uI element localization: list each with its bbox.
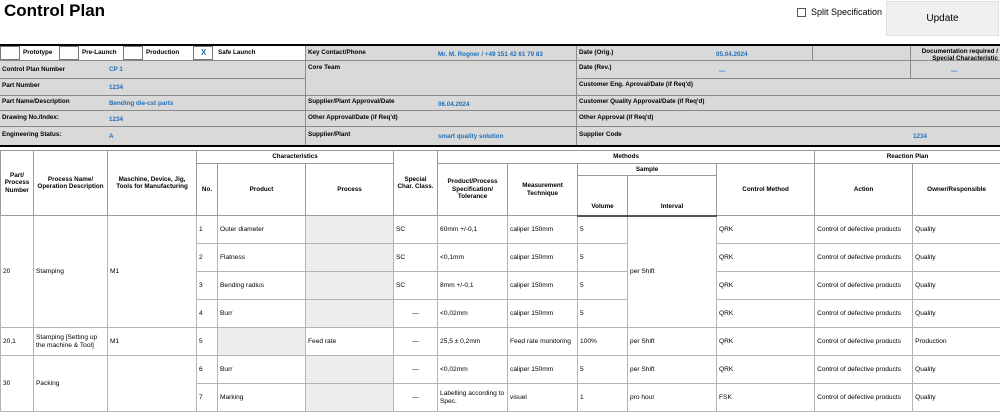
- cell-interval[interactable]: pro hour: [628, 384, 717, 412]
- col-special-char: Special Char. Class.: [394, 151, 438, 216]
- cell-spec-tolerance[interactable]: 8mm +/-0,1: [438, 272, 508, 300]
- cell-spec-tolerance[interactable]: 25,5 ± 0,2mm: [438, 328, 508, 356]
- control-plan-header: [0, 44, 1000, 147]
- cell-volume[interactable]: 5: [578, 216, 628, 244]
- header-row-line: [0, 60, 1000, 61]
- key-contact-label: Key Contact/Phone: [308, 49, 366, 56]
- col-no: No.: [197, 164, 218, 216]
- date-rev-label: Date (Rev.): [579, 64, 612, 71]
- col-product: Product: [218, 164, 306, 216]
- header-row-line: [576, 78, 1000, 79]
- customer-quality-approval-label: Customer Quality Approval/Date (if Req'd): [579, 98, 705, 105]
- cell-special-char[interactable]: SC: [394, 244, 438, 272]
- cell-product[interactable]: Marking: [218, 384, 306, 412]
- header-row-line: [0, 126, 1000, 127]
- header-row-line: [0, 78, 305, 79]
- group-characteristics: Characteristics: [197, 151, 394, 164]
- header-row-line: [305, 95, 1000, 96]
- cell-spec-tolerance[interactable]: <0,1mm: [438, 244, 508, 272]
- table-row[interactable]: [1, 216, 1000, 244]
- cell-owner[interactable]: Quality: [913, 272, 1000, 300]
- cell-process[interactable]: [306, 272, 394, 300]
- cell-owner[interactable]: Quality: [913, 216, 1000, 244]
- cell-spec-tolerance[interactable]: <0,02mm: [438, 356, 508, 384]
- control-plan-number-label: Control Plan Number: [2, 66, 65, 73]
- cell-process-name[interactable]: Stamping: [34, 216, 108, 328]
- phase-pre-launch-label: Pre-Launch: [82, 49, 117, 56]
- col-owner: Owner/Responsible: [913, 164, 1000, 216]
- cell-owner[interactable]: Quality: [913, 356, 1000, 384]
- date-rev-value: ---: [719, 68, 726, 75]
- table-row[interactable]: [1, 356, 1000, 384]
- cell-control-method[interactable]: QRK: [717, 356, 815, 384]
- cell-process[interactable]: [306, 300, 394, 328]
- cell-owner[interactable]: Quality: [913, 384, 1000, 412]
- cell-action[interactable]: Control of defective products: [815, 244, 913, 272]
- cell-measurement[interactable]: caliper 150mm: [508, 356, 578, 384]
- cell-product[interactable]: [218, 328, 306, 356]
- cell-no[interactable]: 6: [197, 356, 218, 384]
- col-process-name: Process Name/ Operation Description: [34, 151, 108, 216]
- cell-process[interactable]: Feed rate: [306, 328, 394, 356]
- cell-volume[interactable]: 100%: [578, 328, 628, 356]
- cell-measurement[interactable]: caliper 150mm: [508, 244, 578, 272]
- cell-product[interactable]: Flatness: [218, 244, 306, 272]
- supplier-approval-label: Supplier/Plant Approval/Date: [308, 98, 395, 105]
- supplier-plant-label: Supplier/Plant: [308, 131, 351, 138]
- core-team-label: Core Team: [308, 64, 341, 71]
- cell-measurement[interactable]: visuel: [508, 384, 578, 412]
- top-bar: [0, 0, 1000, 40]
- cell-process-number[interactable]: 20,1: [1, 328, 34, 356]
- col-volume: Volume: [578, 176, 628, 216]
- cell-interval[interactable]: per Shift: [628, 216, 717, 328]
- cell-machine[interactable]: [108, 356, 197, 412]
- cell-volume[interactable]: 5: [578, 356, 628, 384]
- cell-spec-tolerance[interactable]: <0,02mm: [438, 300, 508, 328]
- header-row-line: [0, 95, 305, 96]
- cell-spec-tolerance[interactable]: Labelling according to Spec.: [438, 384, 508, 412]
- split-specification-toggle[interactable]: [797, 7, 882, 17]
- other-approval-label: Other Approval (if Req'd): [579, 114, 654, 121]
- cell-volume[interactable]: 5: [578, 300, 628, 328]
- cell-action[interactable]: Control of defective products: [815, 328, 913, 356]
- customer-eng-approval-label: Customer Eng. Aproval/Date (if Req'd): [579, 81, 693, 88]
- group-methods: Methods: [438, 151, 815, 164]
- cell-process[interactable]: [306, 244, 394, 272]
- cell-special-char[interactable]: —: [394, 328, 438, 356]
- part-number-label: Part Number: [2, 82, 40, 89]
- col-machine: Maschine, Device, Jig, Tools for Manufacturing: [108, 151, 197, 216]
- cell-machine[interactable]: M1: [108, 328, 197, 356]
- drawing-number-value: 1234: [109, 116, 124, 123]
- cell-control-method[interactable]: QRK: [717, 300, 815, 328]
- cell-machine[interactable]: M1: [108, 216, 197, 328]
- part-number-value: 1234: [109, 84, 124, 91]
- table-row[interactable]: [1, 328, 1000, 356]
- supplier-approval-value: 06.04.2024: [438, 101, 470, 108]
- cell-measurement[interactable]: Feed rate monitoring: [508, 328, 578, 356]
- split-specification-checkbox[interactable]: [797, 8, 806, 17]
- col-process: Process: [306, 164, 394, 216]
- col-part-process-number: Part/ Process Number: [1, 151, 34, 216]
- other-approval-date-label: Other Approval/Date (if Req'd): [308, 114, 398, 121]
- cell-interval[interactable]: per Shift: [628, 328, 717, 356]
- header-divider: [812, 46, 813, 60]
- cell-product[interactable]: Outer diameter: [218, 216, 306, 244]
- cell-process-number[interactable]: 30: [1, 356, 34, 412]
- cell-special-char[interactable]: SC: [394, 216, 438, 244]
- col-spec-tolerance: Product/Process Specification/ Tolerance: [438, 164, 508, 216]
- header-row-line: [0, 110, 1000, 111]
- control-plan-table: [0, 150, 1000, 412]
- phase-safe-launch-label: Safe Launch: [218, 49, 256, 56]
- cell-process[interactable]: [306, 216, 394, 244]
- documentation-required-value: ---: [951, 68, 958, 75]
- drawing-number-label: Drawing No./Index:: [2, 114, 60, 121]
- engineering-status-label: Engineering Status:: [2, 131, 62, 138]
- cell-special-char[interactable]: —: [394, 356, 438, 384]
- col-interval: Interval: [628, 176, 717, 216]
- cell-action[interactable]: Control of defective products: [815, 272, 913, 300]
- cell-no[interactable]: 2: [197, 244, 218, 272]
- cell-spec-tolerance[interactable]: 60mm +/-0,1: [438, 216, 508, 244]
- col-control-method: Control Method: [717, 164, 815, 216]
- cell-action[interactable]: Control of defective products: [815, 356, 913, 384]
- control-plan-number-value: CP 1: [109, 66, 123, 73]
- date-orig-value: 05.04.2024: [716, 51, 748, 58]
- cell-action[interactable]: Control of defective products: [815, 300, 913, 328]
- part-name-value: Bending die-cst parts: [109, 100, 174, 107]
- prototype-checkbox[interactable]: [0, 46, 20, 60]
- group-reaction-plan: Reaction Plan: [815, 151, 1000, 164]
- cell-owner[interactable]: Quality: [913, 244, 1000, 272]
- part-name-label: Part Name/Description: [2, 98, 70, 105]
- cell-process-name[interactable]: Stamping [Setting up the machine & Tool]: [34, 328, 108, 356]
- cell-no[interactable]: 5: [197, 328, 218, 356]
- cell-product[interactable]: Bending radius: [218, 272, 306, 300]
- page-title: Control Plan: [4, 1, 106, 20]
- production-checkbox[interactable]: [123, 46, 143, 60]
- cell-process-name[interactable]: Packing: [34, 356, 108, 412]
- cell-no[interactable]: 3: [197, 272, 218, 300]
- cell-control-method[interactable]: QRK: [717, 216, 815, 244]
- supplier-code-label: Supplier Code: [579, 131, 622, 138]
- cell-special-char[interactable]: —: [394, 384, 438, 412]
- cell-process[interactable]: [306, 356, 394, 384]
- cell-volume[interactable]: 5: [578, 244, 628, 272]
- split-specification-label: Split Specification: [811, 7, 883, 17]
- cell-product[interactable]: Burr: [218, 300, 306, 328]
- key-contact-value: Mr. M. Rogner / +49 151 42 61 79 83: [438, 51, 543, 58]
- cell-no[interactable]: 7: [197, 384, 218, 412]
- col-measurement: Measurement Technique: [508, 164, 578, 216]
- cell-special-char[interactable]: SC: [394, 272, 438, 300]
- supplier-code-value: 1234: [913, 133, 928, 140]
- pre-launch-checkbox[interactable]: [59, 46, 79, 60]
- cell-owner[interactable]: Quality: [913, 300, 1000, 328]
- group-sample: Sample: [578, 164, 717, 176]
- cell-process-number[interactable]: 20: [1, 216, 34, 328]
- date-orig-label: Date (Orig.): [579, 49, 614, 56]
- cell-action[interactable]: Control of defective products: [815, 216, 913, 244]
- cell-interval[interactable]: per Shift: [628, 356, 717, 384]
- cell-owner[interactable]: Production: [913, 328, 1000, 356]
- cell-special-char[interactable]: —: [394, 300, 438, 328]
- update-button[interactable]: Update: [886, 1, 999, 36]
- cell-measurement[interactable]: caliper 150mm: [508, 300, 578, 328]
- cell-volume[interactable]: 5: [578, 272, 628, 300]
- cell-product[interactable]: Burr: [218, 356, 306, 384]
- engineering-status-value: A: [109, 133, 114, 140]
- supplier-plant-value: smart quality solution: [438, 133, 504, 140]
- cell-action[interactable]: Control of defective products: [815, 384, 913, 412]
- phase-production-label: Production: [146, 49, 180, 56]
- safe-launch-selected-mark: X: [201, 48, 207, 57]
- cell-no[interactable]: 1: [197, 216, 218, 244]
- cell-process[interactable]: [306, 384, 394, 412]
- cell-volume[interactable]: 1: [578, 384, 628, 412]
- cell-control-method[interactable]: FSK: [717, 384, 815, 412]
- cell-control-method[interactable]: QRK: [717, 244, 815, 272]
- cell-measurement[interactable]: caliper 150mm: [508, 216, 578, 244]
- header-divider: [910, 46, 911, 78]
- col-action: Action: [815, 164, 913, 216]
- cell-measurement[interactable]: caliper 150mm: [508, 272, 578, 300]
- cell-no[interactable]: 4: [197, 300, 218, 328]
- cell-control-method[interactable]: QRK: [717, 272, 815, 300]
- phase-prototype-label: Prototype: [23, 49, 53, 56]
- cell-control-method[interactable]: QRK: [717, 328, 815, 356]
- documentation-required-label: Documentation required / Special Characteristic: [921, 48, 998, 62]
